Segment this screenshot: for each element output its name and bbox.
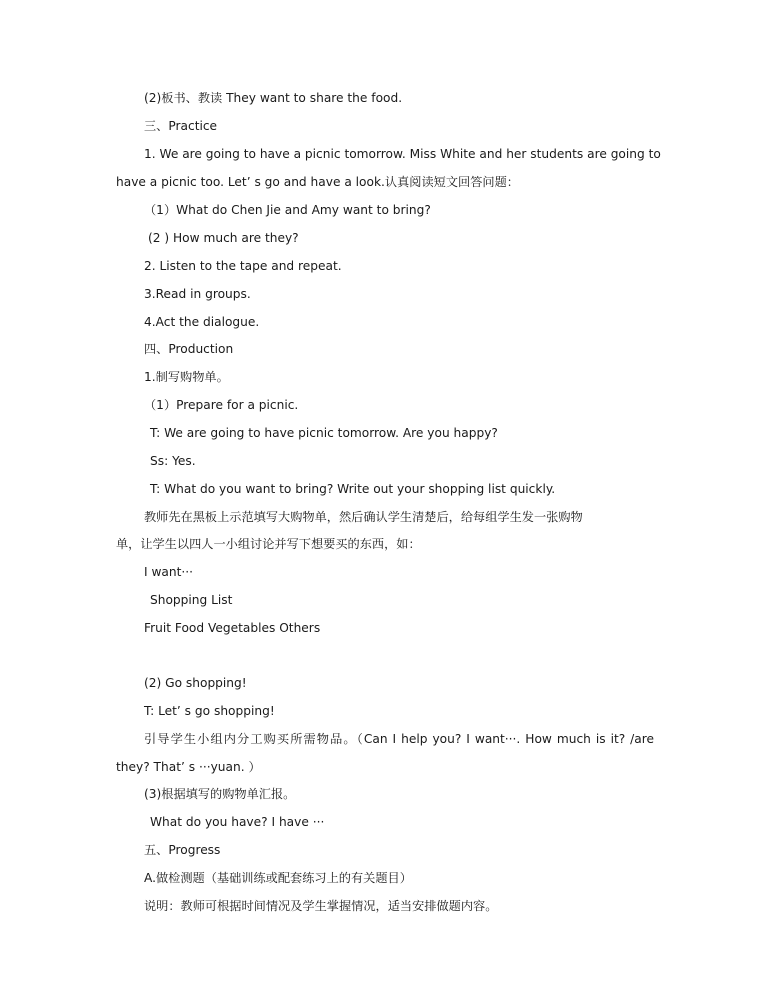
text-line: （1）Prepare for a picnic. — [144, 398, 299, 412]
text-line: (3)根据填写的购物单汇报。 — [144, 787, 296, 801]
text-line: T: We are going to have picnic tomorrow. Are you happy? — [150, 426, 498, 440]
text-line: they? That’ s ···yuan. ） — [116, 760, 261, 774]
text-line: Fruit Food Vegetables Others — [144, 621, 321, 635]
text-line: What do you have? I have ··· — [150, 815, 325, 829]
text-line: 单，让学生以四人一小组讨论并写下想要买的东西，如： — [116, 537, 421, 551]
text-line: 2. Listen to the tape and repeat. — [144, 259, 342, 273]
section-heading-production: 四、Production — [144, 342, 234, 356]
text-line: (2) Go shopping! — [144, 676, 247, 690]
text-line: A.做检测题（基础训练或配套练习上的有关题目） — [144, 871, 412, 885]
text-line: 引导学生小组内分工购买所需物品。（Can I help you? I want···. How much is it? /are — [144, 732, 654, 746]
text-line: Ss: Yes. — [150, 454, 196, 468]
text-line: T: Let’ s go shopping! — [144, 704, 275, 718]
text-line: 3.Read in groups. — [144, 287, 251, 301]
text-line: 4.Act the dialogue. — [144, 315, 260, 329]
text-line: （1）What do Chen Jie and Amy want to bring? — [144, 203, 431, 217]
text-line: 1.制写购物单。 — [144, 370, 229, 384]
text-line: 教师先在黑板上示范填写大购物单，然后确认学生清楚后，给每组学生发一张购物 — [144, 510, 583, 524]
text-line: T: What do you want to bring? Write out your shopping list quickly. — [150, 482, 556, 496]
text-line: 说明：教师可根据时间情况及学生掌握情况，适当安排做题内容。 — [144, 899, 498, 913]
text-line: (2)板书、教读 They want to share the food. — [144, 91, 403, 105]
text-line: 1. We are going to have a picnic tomorrow. Miss White and her students are going to — [144, 147, 661, 161]
text-line: Shopping List — [150, 593, 233, 607]
text-line: have a picnic too. Let’ s go and have a look.认真阅读短文回答问题： — [116, 175, 519, 189]
section-heading-progress: 五、Progress — [144, 843, 221, 857]
text-line: I want··· — [144, 565, 194, 579]
text-line: (2 ) How much are they? — [148, 231, 299, 245]
section-heading-practice: 三、Practice — [144, 119, 218, 133]
